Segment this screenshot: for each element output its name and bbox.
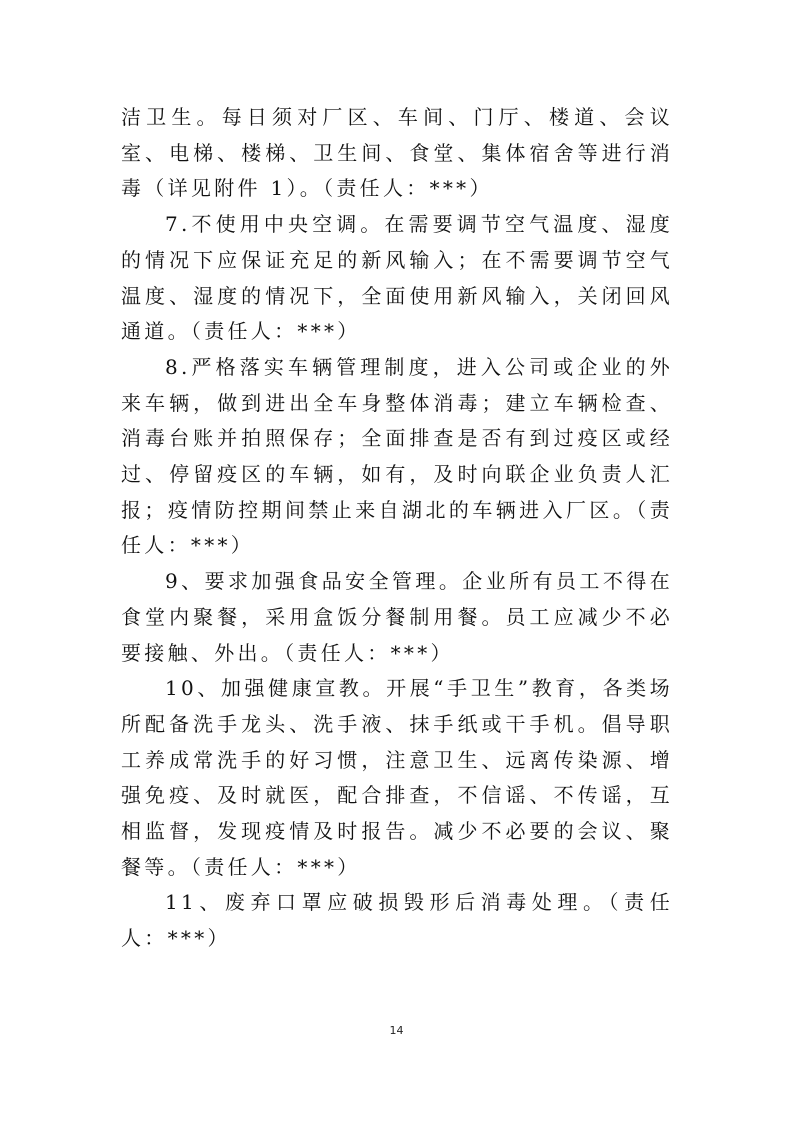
document-body <box>121 100 673 957</box>
paragraph-item-9-food-safety: 9、要求加强食品安全管理。企业所有员工不得在食堂内聚餐，采用盒饭分餐制用餐。员工应减少不必要接触、外出。（责任人：***） <box>121 569 673 665</box>
paragraph-item-11-mask-disposal: 11、废弃口罩应破损毁形后消毒处理。（责任人：***） <box>121 890 673 951</box>
paragraph-cleaning-continued: 洁卫生。每日须对厂区、车间、门厅、楼道、会议室、电梯、楼梯、卫生间、食堂、集体宿舍等进行消毒（详见附件 1）。（责任人：***） <box>121 105 673 201</box>
page-number: 14 <box>389 1024 404 1037</box>
paragraph-item-8-vehicle-management: 8.严格落实车辆管理制度，进入公司或企业的外来车辆，做到进出全车身整体消毒；建立车辆检查、消毒台账并拍照保存；全面排查是否有到过疫区或经过、停留疫区的车辆，如有，及时向联企业负责人汇报；疫情防控期间禁止来自湖北的车辆进入厂区。（责任人：***） <box>121 354 673 558</box>
paragraph-item-7-air-conditioning: 7.不使用中央空调。在需要调节空气温度、湿度的情况下应保证充足的新风输入；在不需要调节空气温度、湿度的情况下，全面使用新风输入，关闭回风通道。（责任人：***） <box>121 212 673 344</box>
paragraph-item-10-health-education: 10、加强健康宣教。开展“手卫生”教育，各类场所配备洗手龙头、洗手液、抹手纸或干手机。倡导职工养成常洗手的好习惯，注意卫生、远离传染源、增强免疫、及时就医，配合排查，不信谣、不传谣，互相监督，发现疫情及时报告。减少不必要的会议、聚餐等。（责任人：***） <box>121 676 673 879</box>
